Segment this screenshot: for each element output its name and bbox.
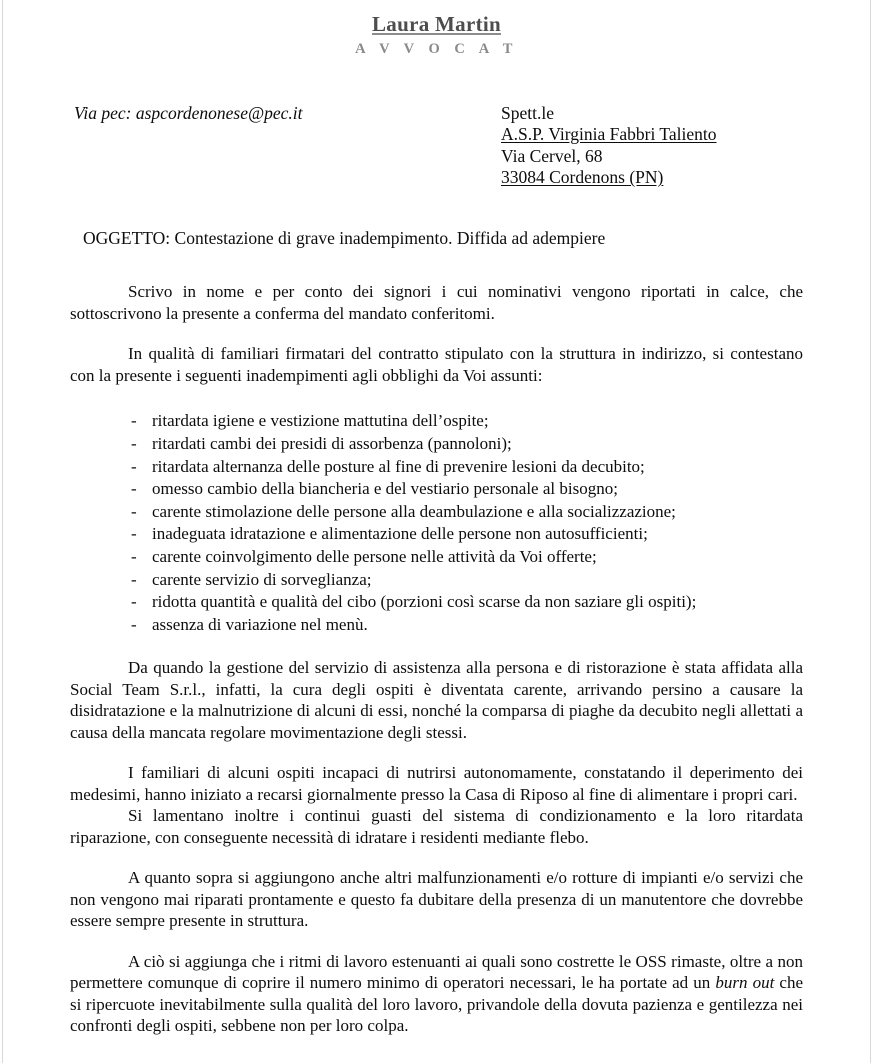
list-item-label: omesso cambio della biancheria e del vestiario personale al bisogno;: [152, 479, 618, 499]
paragraph-7: [70, 951, 803, 1037]
list-item-label: carente servizio di sorveglianza;: [152, 569, 372, 589]
recipient-organization: A.S.P. Virginia Fabbri Taliento: [501, 124, 717, 145]
paragraph-2: In qualità di familiari firmatari del contratto stipulato con la struttura in indirizzo, si contestano con la presente i seguenti inadempimenti agli obblighi da Voi assunti:: [70, 344, 803, 385]
list-item-dash-icon: -: [131, 524, 137, 544]
list-item: [70, 591, 803, 614]
list-item-dash-icon: -: [131, 433, 137, 453]
paragraph-4: I familiari di alcuni ospiti incapaci di nutrirsi autonomamente, constatando il deperimento dei medesimi, hanno iniziato a recarsi giornalmente presso la Casa di Riposo al fine di alimentare i propri cari.: [70, 763, 803, 804]
letter-body: [70, 281, 803, 1036]
paragraph-6: A quanto sopra si aggiungono anche altri malfunzionamenti e/o rotture di impianti e/o servizi che non vengono mai riparati prontamente e questo fa dubitare della presenza di un manutentore che dovrebbe essere sempre presente in struttura.: [70, 868, 803, 931]
inadempimenti-list-wrap: [70, 410, 803, 636]
recipient-street: Via Cervel, 68: [501, 145, 603, 166]
list-item: [70, 456, 803, 479]
paragraph-7-part-b: che si ripercuote inevitabilmente sulla qualità del loro lavoro, privandole della dovuta pazienza e gentilezza nei confronti degli ospiti, sebbene non per loro colpa.: [70, 973, 804, 1036]
list-item-dash-icon: -: [131, 456, 137, 476]
letterhead-name: Laura Martin: [371, 12, 501, 36]
list-item-label: assenza di variazione nel menù.: [152, 614, 368, 634]
list-item-dash-icon: -: [131, 614, 137, 634]
list-item-label: carente coinvolgimento delle persone nelle attività da Voi offerte;: [152, 546, 597, 566]
list-item: [70, 410, 803, 433]
address-block: [0, 103, 873, 199]
list-item-label: ritardati cambi dei presidi di assorbenza (pannoloni);: [152, 433, 512, 453]
list-item: [70, 614, 803, 637]
recipient-salutation: Spett.le: [501, 102, 554, 123]
list-item-dash-icon: -: [131, 411, 137, 431]
list-item: [70, 433, 803, 456]
list-item-dash-icon: -: [131, 546, 137, 566]
list-item: [70, 546, 803, 569]
paragraph-1: Scrivo in nome e per conto dei signori i cui nominativi vengono riportati in calce, che sottoscrivono la presente a conferma del mandato conferitomi.: [70, 282, 803, 323]
list-item-label: ritardata igiene e vestizione mattutina dell’ospite;: [152, 411, 489, 431]
list-item-label: carente stimolazione delle persone alla deambulazione e alla socializzazione;: [152, 501, 676, 521]
recipient-address: [501, 103, 717, 189]
list-item-label: ritardata alternanza delle posture al fine di prevenire lesioni da decubito;: [152, 456, 645, 476]
list-item-label: ridotta quantità e qualità del cibo (porzioni così scarse da non saziare gli ospiti);: [152, 592, 697, 612]
paragraph-5: Si lamentano inoltre i continui guasti del sistema di condizionamento e la loro ritardata riparazione, con conseguente necessità di idratare i residenti mediante flebo.: [70, 806, 803, 847]
list-item: [70, 478, 803, 501]
list-item-dash-icon: -: [131, 569, 137, 589]
recipient-city: 33084 Cordenons (PN): [501, 167, 664, 188]
list-item: [70, 569, 803, 592]
list-item-dash-icon: -: [131, 501, 137, 521]
list-item-dash-icon: -: [131, 479, 137, 499]
list-item: [70, 523, 803, 546]
list-item: [70, 501, 803, 524]
paragraph-3: Da quando la gestione del servizio di assistenza alla persona e di ristorazione è stata affidata alla Social Team S.r.l., infatti, la cura degli ospiti è diventata carente, arrivando persino a causare la disidratazione e la malnutrizione di alcuni di essi, nonché la comparsa di piaghe da decubito negli allettati a causa della mancata regolare movimentazione degli stessi.: [70, 658, 803, 742]
list-item-dash-icon: -: [131, 592, 137, 612]
paragraph-7-part-a: A ciò si aggiunga che i ritmi di lavoro estenuanti ai quali sono costrette le OSS rimaste, oltre a non permettere comunque di coprire il numero minimo di operatori necessari, le ha portate ad un: [70, 951, 803, 993]
paragraph-7-emphasis: burn out: [715, 973, 775, 993]
letterhead-role: A V V O C A T: [355, 41, 518, 58]
subject-line: OGGETTO: Contestazione di grave inadempimento. Diffida ad adempiere: [83, 227, 606, 248]
inadempimenti-list: [70, 410, 803, 636]
letterhead: [0, 0, 873, 59]
sender-pec-line: Via pec: aspcordenonese@pec.it: [74, 102, 303, 123]
list-item-label: inadeguata idratazione e alimentazione delle persone non autosufficienti;: [152, 524, 648, 544]
